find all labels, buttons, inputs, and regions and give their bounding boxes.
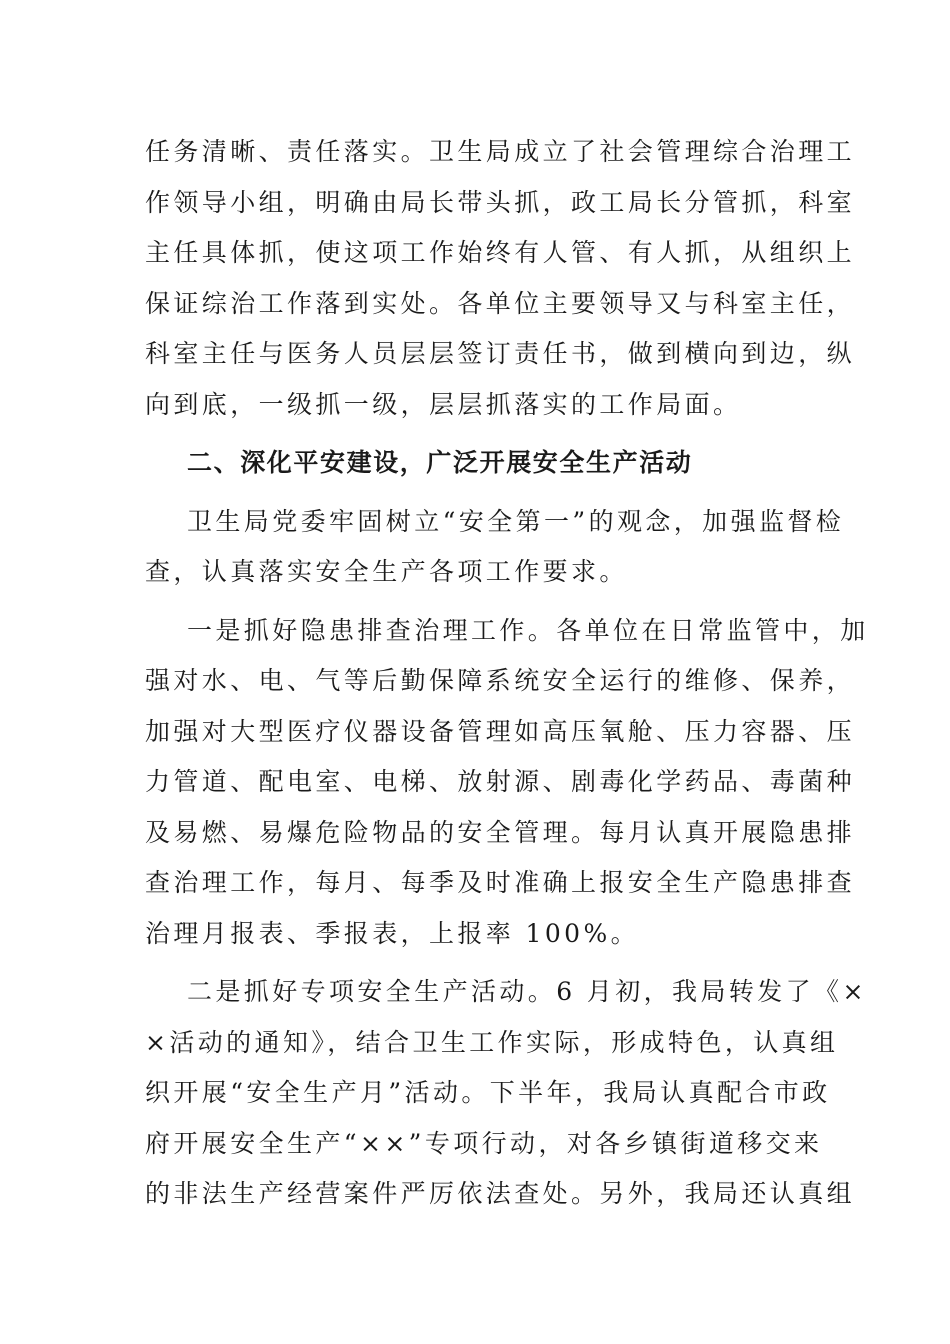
paragraph-safety-first [145, 497, 845, 598]
text-line: ×活动的通知》，结合卫生工作实际，形成特色，认真组 [145, 1027, 839, 1057]
text-line: 卫生局党委牢固树立“安全第一”的观念，加强监督检 [187, 506, 845, 536]
text-line: 二是抓好专项安全生产活动。6 月初，我局转发了《× [187, 977, 867, 1006]
text-line: 向到底，一级抓一级，层层抓落实的工作局面。 [145, 389, 742, 419]
text-line: 科室主任与医务人员层层签订责任书，做到横向到边，纵 [145, 339, 856, 368]
text-line: 任务清晰、责任落实。卫生局成立了社会管理综合治理工 [145, 137, 856, 166]
paragraph-hazard-inspection [145, 606, 869, 960]
text-line: 保证综治工作落到实处。各单位主要领导又与科室主任， [145, 288, 856, 318]
text-line: 的非法生产经营案件严厉依法查处。另外，我局还认真组 [145, 1179, 856, 1208]
paragraph-spacer [145, 489, 810, 497]
text-line: 强对水、电、气等后勤保障系统安全运行的维修、保养， [145, 666, 856, 695]
section-heading-2 [145, 438, 810, 489]
paragraph-spacer [145, 959, 810, 967]
text-line: 治理月报表、季报表，上报率 100%。 [145, 918, 640, 948]
document-page [145, 127, 869, 1220]
text-line: 作领导小组，明确由局长带头抓，政工局长分管抓，科室 [145, 187, 856, 217]
text-line: 查，认真落实安全生产各项工作要求。 [145, 557, 628, 586]
text-line: 力管道、配电室、电梯、放射源、剧毒化学药品、毒菌种 [145, 767, 856, 796]
paragraph-spacer [145, 598, 810, 606]
text-line: 一是抓好隐患排查治理工作。各单位在日常监管中，加 [187, 615, 869, 645]
section-heading: 二、深化平安建设，广泛开展安全生产活动 [187, 448, 693, 477]
text-line: 主任具体抓，使这项工作始终有人管、有人抓，从组织上 [145, 238, 856, 267]
paragraph-spacer [145, 430, 810, 438]
paragraph-special-activities [145, 967, 867, 1220]
text-line: 加强对大型医疗仪器设备管理如高压氧舱、压力容器、压 [145, 716, 856, 746]
text-line: 府开展安全生产“××”专项行动，对各乡镇街道移交来 [145, 1128, 823, 1158]
text-line: 查治理工作，每月、每季及时准确上报安全生产隐患排查 [145, 868, 856, 897]
text-line: 织开展“安全生产月”活动。下半年，我局认真配合市政 [145, 1078, 831, 1107]
paragraph-responsibility [145, 127, 856, 430]
text-line: 及易燃、易爆危险物品的安全管理。每月认真开展隐患排 [145, 817, 856, 847]
